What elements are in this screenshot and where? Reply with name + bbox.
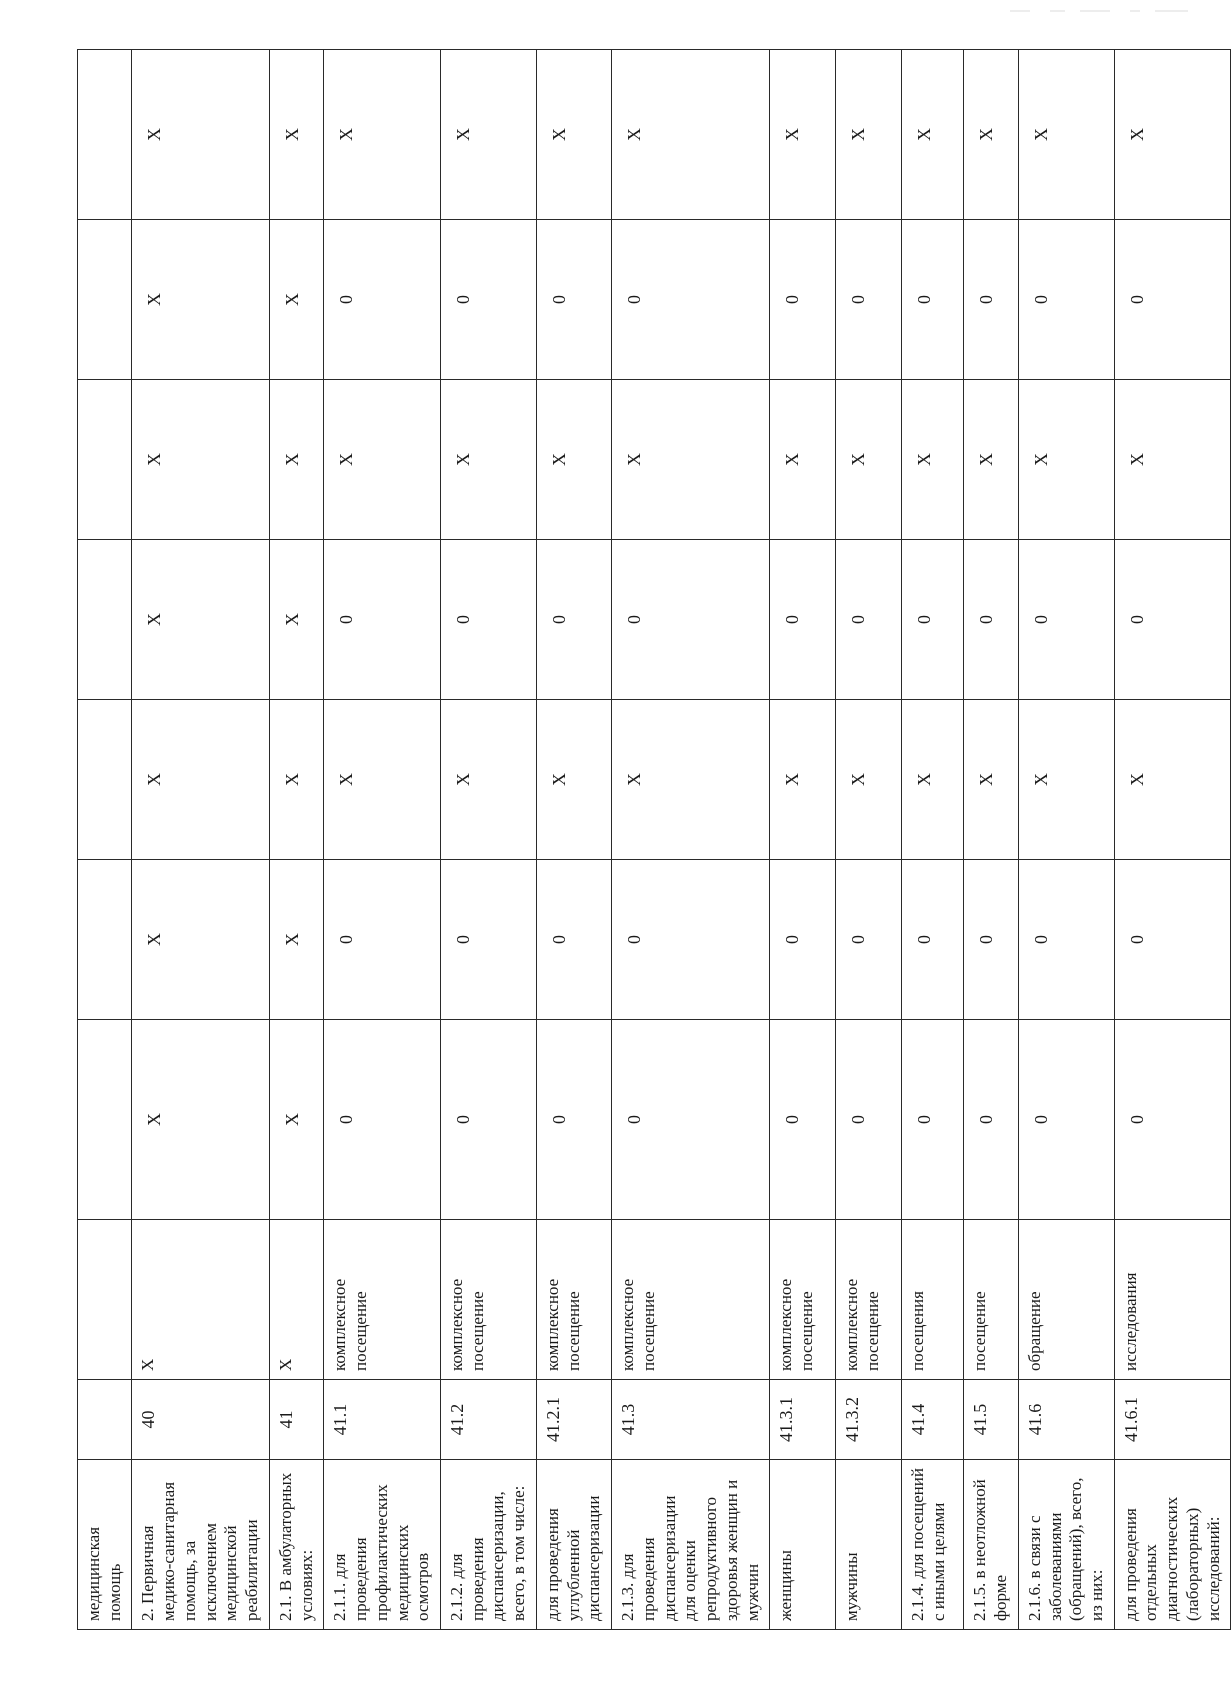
row-number: 41.3.2 xyxy=(836,1380,902,1460)
value-cell: 0 xyxy=(612,220,770,380)
table-row xyxy=(536,50,611,1630)
row-unit: Х xyxy=(132,1220,269,1380)
value-cell: Х xyxy=(1018,700,1114,860)
value-cell: Х xyxy=(1018,380,1114,540)
value-cell xyxy=(78,50,132,220)
row-unit: посещения xyxy=(902,1220,964,1380)
value-cell: Х xyxy=(132,380,269,540)
value-cell: Х xyxy=(269,540,323,700)
value-cell: Х xyxy=(269,380,323,540)
row-unit xyxy=(78,1220,132,1380)
value-cell: Х xyxy=(612,50,770,220)
rotated-page xyxy=(77,50,1223,1630)
value-cell: 0 xyxy=(612,1020,770,1220)
value-cell: Х xyxy=(836,700,902,860)
row-number: 41.3.1 xyxy=(770,1380,836,1460)
value-cell: Х xyxy=(612,700,770,860)
value-cell: 0 xyxy=(441,860,537,1020)
value-cell: 0 xyxy=(1018,540,1114,700)
value-cell: Х xyxy=(324,700,441,860)
value-cell: 0 xyxy=(612,540,770,700)
value-cell: 0 xyxy=(612,860,770,1020)
value-cell: 0 xyxy=(536,860,611,1020)
row-number: 41.4 xyxy=(902,1380,964,1460)
row-unit: исследования xyxy=(1114,1220,1231,1380)
table-row xyxy=(324,50,441,1630)
value-cell xyxy=(78,1020,132,1220)
value-cell: Х xyxy=(132,860,269,1020)
table-row xyxy=(1018,50,1114,1630)
value-cell: Х xyxy=(1114,700,1231,860)
value-cell: 0 xyxy=(324,860,441,1020)
value-cell: 0 xyxy=(964,220,1018,380)
table-row xyxy=(612,50,770,1630)
row-unit: комплексное посещение xyxy=(324,1220,441,1380)
row-number: 41.5 xyxy=(964,1380,1018,1460)
value-cell: Х xyxy=(269,700,323,860)
row-name: 2.1.2. для проведения диспансеризации, всего, в том числе: xyxy=(441,1460,537,1630)
value-cell: Х xyxy=(836,380,902,540)
row-number: 41.6.1 xyxy=(1114,1380,1231,1460)
row-unit: комплексное посещение xyxy=(612,1220,770,1380)
value-cell: 0 xyxy=(536,540,611,700)
value-cell: Х xyxy=(964,380,1018,540)
value-cell: Х xyxy=(612,380,770,540)
row-number: 41.3 xyxy=(612,1380,770,1460)
value-cell: Х xyxy=(902,700,964,860)
row-name: 2. Первичная медико-санитарная помощь, за исключением медицинской реабилитации xyxy=(132,1460,269,1630)
value-cell xyxy=(78,220,132,380)
value-cell: Х xyxy=(269,220,323,380)
value-cell: Х xyxy=(132,540,269,700)
table-row xyxy=(269,50,323,1630)
row-unit: посещение xyxy=(964,1220,1018,1380)
value-cell: 0 xyxy=(441,1020,537,1220)
value-cell xyxy=(78,540,132,700)
value-cell: 0 xyxy=(536,1020,611,1220)
value-cell xyxy=(78,380,132,540)
value-cell: Х xyxy=(1114,380,1231,540)
row-unit: Х xyxy=(269,1220,323,1380)
value-cell: Х xyxy=(836,50,902,220)
value-cell: 0 xyxy=(964,860,1018,1020)
value-cell: 0 xyxy=(964,1020,1018,1220)
value-cell: Х xyxy=(536,380,611,540)
row-unit: комплексное посещение xyxy=(441,1220,537,1380)
row-name: женщины xyxy=(770,1460,836,1630)
value-cell: Х xyxy=(902,380,964,540)
row-unit: комплексное посещение xyxy=(770,1220,836,1380)
value-cell: Х xyxy=(770,700,836,860)
value-cell: 0 xyxy=(1018,220,1114,380)
row-name: 2.1.3. для проведения диспансеризации для оценки репродуктивного здоровья женщин и мужчин xyxy=(612,1460,770,1630)
value-cell: Х xyxy=(269,1020,323,1220)
value-cell: Х xyxy=(441,380,537,540)
value-cell: Х xyxy=(770,380,836,540)
row-name: 2.1.1. для проведения профилактических медицинских осмотров xyxy=(324,1460,441,1630)
value-cell: 0 xyxy=(441,220,537,380)
row-name: 2.1.4. для посещений с иными целями xyxy=(902,1460,964,1630)
value-cell: 0 xyxy=(770,220,836,380)
value-cell: 0 xyxy=(836,860,902,1020)
table-row xyxy=(902,50,964,1630)
value-cell: Х xyxy=(964,50,1018,220)
value-cell: 0 xyxy=(836,220,902,380)
value-cell: 0 xyxy=(1114,860,1231,1020)
row-unit: комплексное посещение xyxy=(836,1220,902,1380)
value-cell: Х xyxy=(269,860,323,1020)
value-cell: Х xyxy=(132,700,269,860)
value-cell: 0 xyxy=(902,860,964,1020)
value-cell: Х xyxy=(536,700,611,860)
value-cell: 0 xyxy=(902,220,964,380)
row-number: 41.1 xyxy=(324,1380,441,1460)
value-cell: Х xyxy=(441,700,537,860)
row-name: 2.1.6. в связи с заболеваниями (обращений), всего, из них: xyxy=(1018,1460,1114,1630)
row-name: для проведения отдельных диагностических (лабораторных) исследований: xyxy=(1114,1460,1231,1630)
value-cell: 0 xyxy=(836,540,902,700)
value-cell: Х xyxy=(1018,50,1114,220)
value-cell: 0 xyxy=(902,1020,964,1220)
scan-artifact xyxy=(1010,6,1190,16)
row-number xyxy=(78,1380,132,1460)
row-number: 41.6 xyxy=(1018,1380,1114,1460)
table-row xyxy=(1114,50,1231,1630)
value-cell: 0 xyxy=(770,540,836,700)
table-row xyxy=(770,50,836,1630)
value-cell: Х xyxy=(324,380,441,540)
value-cell: Х xyxy=(324,50,441,220)
value-cell: Х xyxy=(441,50,537,220)
data-table xyxy=(77,49,1231,1630)
row-number: 41.2 xyxy=(441,1380,537,1460)
value-cell: 0 xyxy=(324,220,441,380)
value-cell: 0 xyxy=(1018,860,1114,1020)
row-number: 41.2.1 xyxy=(536,1380,611,1460)
value-cell: 0 xyxy=(1114,540,1231,700)
value-cell: Х xyxy=(132,50,269,220)
value-cell: 0 xyxy=(324,540,441,700)
row-unit: обращение xyxy=(1018,1220,1114,1380)
value-cell: Х xyxy=(132,1020,269,1220)
value-cell: 0 xyxy=(902,540,964,700)
row-name: для проведения углубленной диспансеризации xyxy=(536,1460,611,1630)
value-cell xyxy=(78,700,132,860)
table-body xyxy=(78,50,1231,1630)
table-row xyxy=(836,50,902,1630)
table-row xyxy=(441,50,537,1630)
value-cell: Х xyxy=(770,50,836,220)
value-cell xyxy=(78,860,132,1020)
value-cell: 0 xyxy=(1114,1020,1231,1220)
row-name: 2.1.5. в неотложной форме xyxy=(964,1460,1018,1630)
table-row xyxy=(964,50,1018,1630)
table-row xyxy=(78,50,132,1630)
value-cell: Х xyxy=(269,50,323,220)
row-number: 41 xyxy=(269,1380,323,1460)
value-cell: 0 xyxy=(964,540,1018,700)
row-number: 40 xyxy=(132,1380,269,1460)
table-row xyxy=(132,50,269,1630)
row-name: 2.1. В амбулаторных условиях: xyxy=(269,1460,323,1630)
value-cell: Х xyxy=(132,220,269,380)
value-cell: 0 xyxy=(1018,1020,1114,1220)
value-cell: Х xyxy=(964,700,1018,860)
row-name: медицинская помощь xyxy=(78,1460,132,1630)
row-name: мужчины xyxy=(836,1460,902,1630)
value-cell: 0 xyxy=(770,1020,836,1220)
value-cell: 0 xyxy=(324,1020,441,1220)
value-cell: 0 xyxy=(536,220,611,380)
value-cell: 0 xyxy=(836,1020,902,1220)
value-cell: 0 xyxy=(441,540,537,700)
row-unit: комплексное посещение xyxy=(536,1220,611,1380)
value-cell: Х xyxy=(902,50,964,220)
value-cell: Х xyxy=(1114,50,1231,220)
value-cell: 0 xyxy=(1114,220,1231,380)
value-cell: 0 xyxy=(770,860,836,1020)
value-cell: Х xyxy=(536,50,611,220)
